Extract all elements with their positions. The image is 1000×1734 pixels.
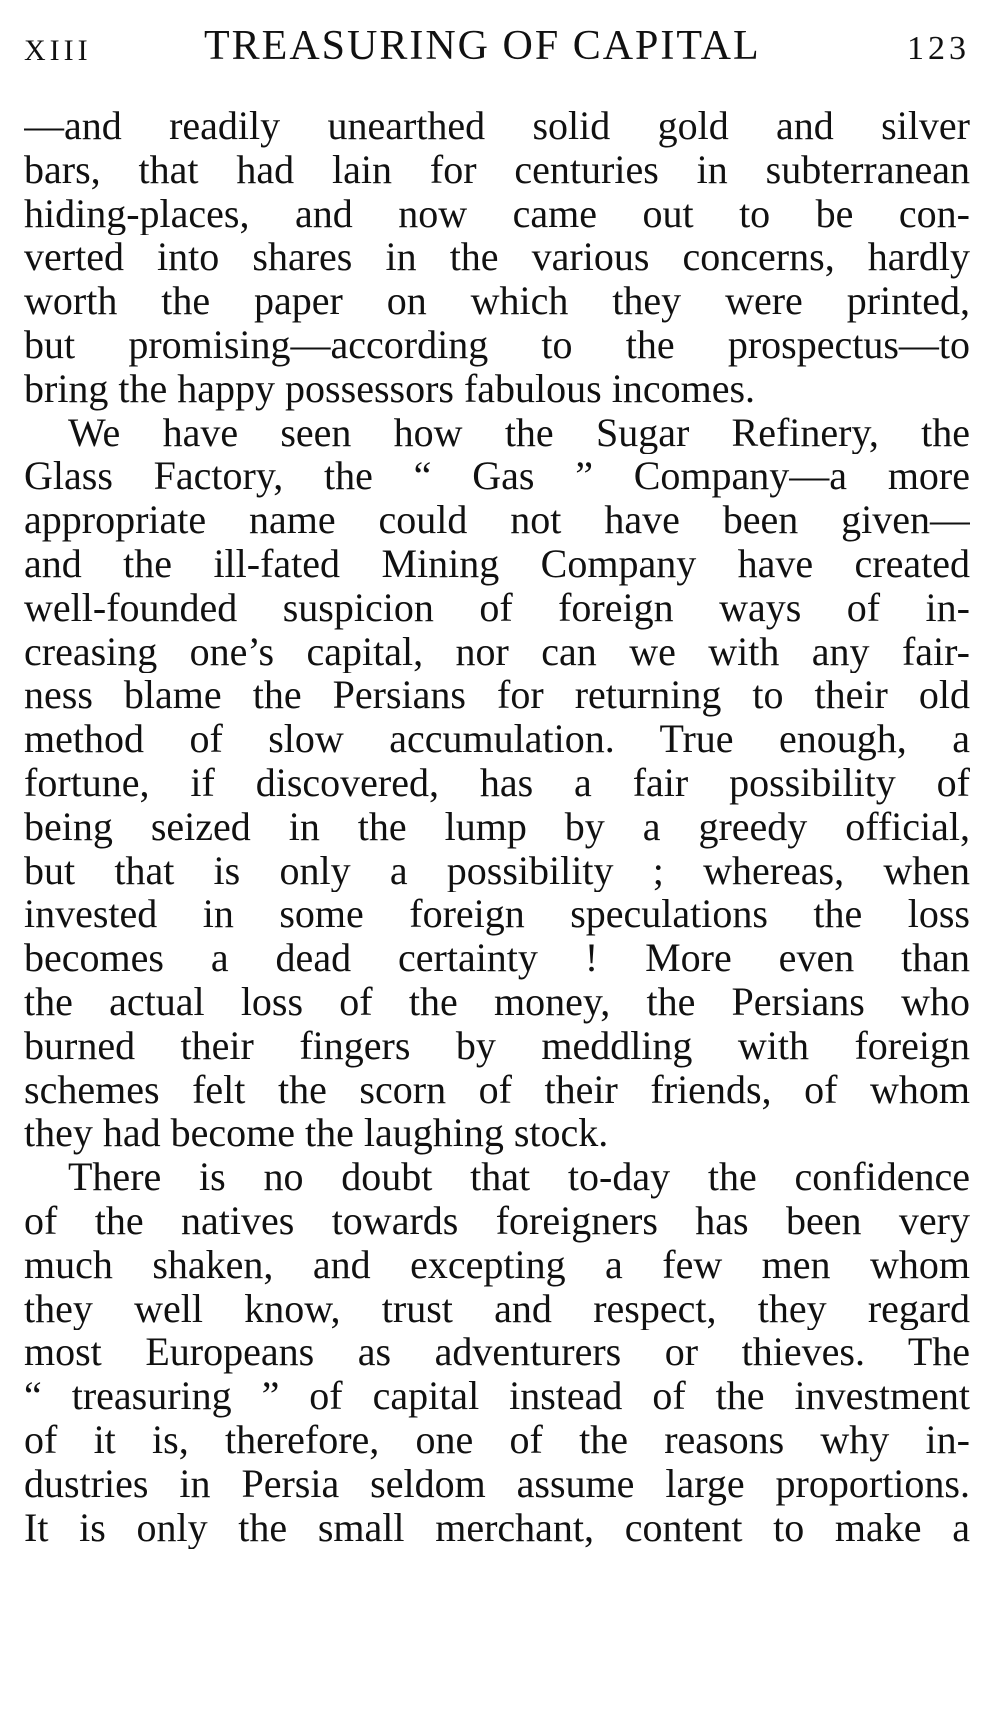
text-line: verted into shares in the various concerns, hardly [24, 235, 970, 280]
text-line: much shaken, and excepting a few men whom [24, 1242, 970, 1287]
text-line: becomes a dead certainty ! More even than [24, 936, 970, 980]
text-line: being seized in the lump by a greedy official, [24, 804, 970, 849]
text-line: method of slow accumulation. True enough, a [24, 717, 970, 761]
text-line: most Europeans as adventurers or thieves. The [24, 1330, 970, 1375]
text-line: the actual loss of the money, the Persians who [24, 979, 970, 1024]
text-line: well-founded suspicion of foreign ways of in- [24, 585, 970, 630]
text-line: creasing one’s capital, nor can we with any fair- [24, 629, 970, 674]
text-line: There is no doubt that to-day the confidence [68, 1155, 970, 1199]
text-line: but that is only a possibility ; whereas, when [24, 848, 970, 893]
text-line: Glass Factory, the “ Gas ” Company—a more [24, 454, 970, 499]
text-line: of the natives towards foreigners has been very [24, 1198, 970, 1243]
text-line: ness blame the Persians for returning to their old [24, 673, 970, 718]
text-line: burned their fingers by meddling with foreign [24, 1023, 970, 1068]
text-line: bars, that had lain for centuries in subterranean [24, 147, 970, 192]
text-line: they well know, trust and respect, they regard [24, 1286, 970, 1331]
text-line: dustries in Persia seldom assume large proportions. [24, 1461, 970, 1506]
text-line: It is only the small merchant, content to make a [24, 1505, 970, 1550]
text-line: but promising—according to the prospectus—to [24, 322, 970, 367]
running-title: TREASURING OF CAPITAL [204, 23, 761, 69]
text-line: appropriate name could not have been given— [24, 498, 970, 542]
text-line: schemes felt the scorn of their friends, of whom [24, 1067, 970, 1112]
text-line: fortune, if discovered, has a fair possibility of [24, 760, 970, 805]
running-header [24, 22, 970, 78]
text-line: “ treasuring ” of capital instead of the investment [24, 1374, 970, 1418]
text-line: —and readily unearthed solid gold and silver [24, 104, 970, 148]
text-line: We have seen how the Sugar Refinery, the [68, 410, 970, 455]
page-number: 123 [907, 30, 970, 67]
text-line: invested in some foreign speculations the loss [24, 892, 970, 937]
text-line: bring the happy possessors fabulous incomes. [24, 366, 756, 411]
text-line: they had become the laughing stock. [24, 1111, 609, 1156]
text-line: and the ill-fated Mining Company have created [24, 541, 970, 586]
chapter-number: XIII [24, 34, 92, 67]
body-text [24, 104, 970, 1549]
text-line: worth the paper on which they were printed, [24, 279, 970, 323]
text-line: of it is, therefore, one of the reasons why in- [24, 1417, 970, 1462]
text-line: hiding-places, and now came out to be con- [24, 191, 970, 236]
